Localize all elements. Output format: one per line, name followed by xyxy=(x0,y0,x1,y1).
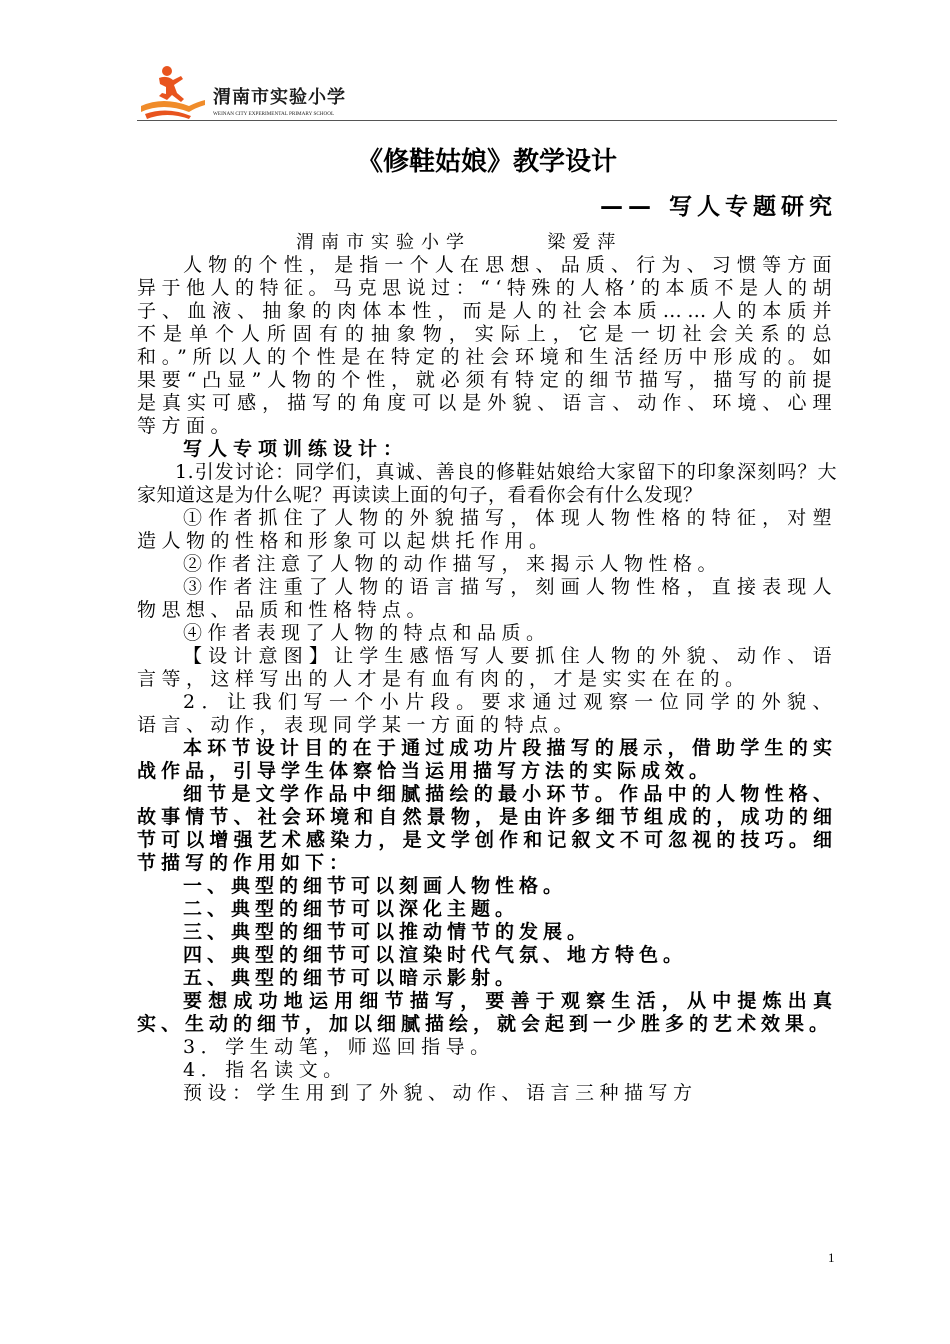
document-subtitle: —— 写人专题研究 xyxy=(599,194,837,220)
paragraph-task-4: 4．指名读文。 xyxy=(183,1059,348,1081)
logo-text-en: WEINAN CITY EXPERIMENTAL PRIMARY SCHOOL xyxy=(213,111,335,117)
paragraph-discussion: 1.引发讨论：同学们，真诚、善良的修鞋姑娘给大家留下的印象深刻吗？大家知道这是为什么呢？再读读上面的句子，看看你会有什么发现？ xyxy=(137,461,837,506)
paragraph-preset: 预设：学生用到了外貌、动作、语言三种描写方 xyxy=(183,1082,698,1104)
detail-point-2: 二、典型的细节可以深化主题。 xyxy=(183,898,520,920)
paragraph-design-intent: 【设计意图】让学生感悟写人要抓住人物的外貌、动作、语言等，这样写出的人才是有血有肉的，才是实实在在的。 xyxy=(137,645,837,690)
section-heading: 写人专项训练设计： xyxy=(183,438,409,460)
page-header xyxy=(137,62,837,120)
paragraph-intro: 人物的个性，是指一个人在思想、品质、行为、习惯等方面异于他人的特征。马克思说过：“‘特殊的人格’的本质不是人的胡子、血液、抽象的肉体本性，而是人的社会本质……人的本质并不是单个人所固有的抽象物，实际上，它是一切社会关系的总和。”所以人的个性是在特定的社会环境和生活经历中形成的。如果要“凸显”人物的个性，就必须有特定的细节描写，描写的前提是真实可感，描写的角度可以是外貌、语言、动作、环境、心理等方面。 xyxy=(137,254,837,437)
list-item-4: ④作者表现了人物的特点和品质。 xyxy=(183,622,551,644)
document-title: 《修鞋姑娘》教学设计 xyxy=(356,147,617,177)
header-divider xyxy=(137,120,837,121)
paragraph-details: 细节是文学作品中细腻描绘的最小环节。作品中的人物性格、故事情节、社会环境和自然景物，是由许多细节组成的，成功的细节可以增强艺术感染力，是文学创作和记叙文不可忽视的技巧。细节描写的作用如下： xyxy=(137,783,837,874)
detail-point-3: 三、典型的细节可以推动情节的发展。 xyxy=(183,921,592,943)
list-item-1: ①作者抓住了人物的外貌描写，体现人物性格的特征，对塑造人物的性格和形象可以起烘托作用。 xyxy=(137,507,837,552)
detail-point-4: 四、典型的细节可以渲染时代气氛、地方特色。 xyxy=(183,944,688,966)
paragraph-purpose: 本环节设计目的在于通过成功片段描写的展示，借助学生的实战作品，引导学生体察恰当运用描写方法的实际成效。 xyxy=(137,737,837,782)
document-body xyxy=(137,254,837,1105)
paragraph-task-3: 3．学生动笔，师巡回指导。 xyxy=(183,1036,495,1058)
list-item-2: ②作者注意了人物的动作描写，来揭示人物性格。 xyxy=(183,553,723,575)
paragraph-summary: 要想成功地运用细节描写，要善于观察生活，从中提炼出真实、生动的细节，加以细腻描绘，就会起到一少胜多的艺术效果。 xyxy=(137,990,837,1035)
author-line: 渭南市实验小学 梁爱萍 xyxy=(296,232,623,253)
detail-point-1: 一、典型的细节可以刻画人物性格。 xyxy=(183,875,568,897)
school-logo xyxy=(137,62,347,120)
detail-point-5: 五、典型的细节可以暗示影射。 xyxy=(183,967,520,989)
list-item-3: ③作者注重了人物的语言描写，刻画人物性格，直接表现人物思想、品质和性格特点。 xyxy=(137,576,837,621)
page-number: 1 xyxy=(828,1250,835,1265)
logo-text-cn: 渭南市实验小学 xyxy=(213,87,346,108)
paragraph-task-2: 2．让我们写一个小片段。要求通过观察一位同学的外貌、语言、动作，表现同学某一方面的特点。 xyxy=(137,691,837,736)
